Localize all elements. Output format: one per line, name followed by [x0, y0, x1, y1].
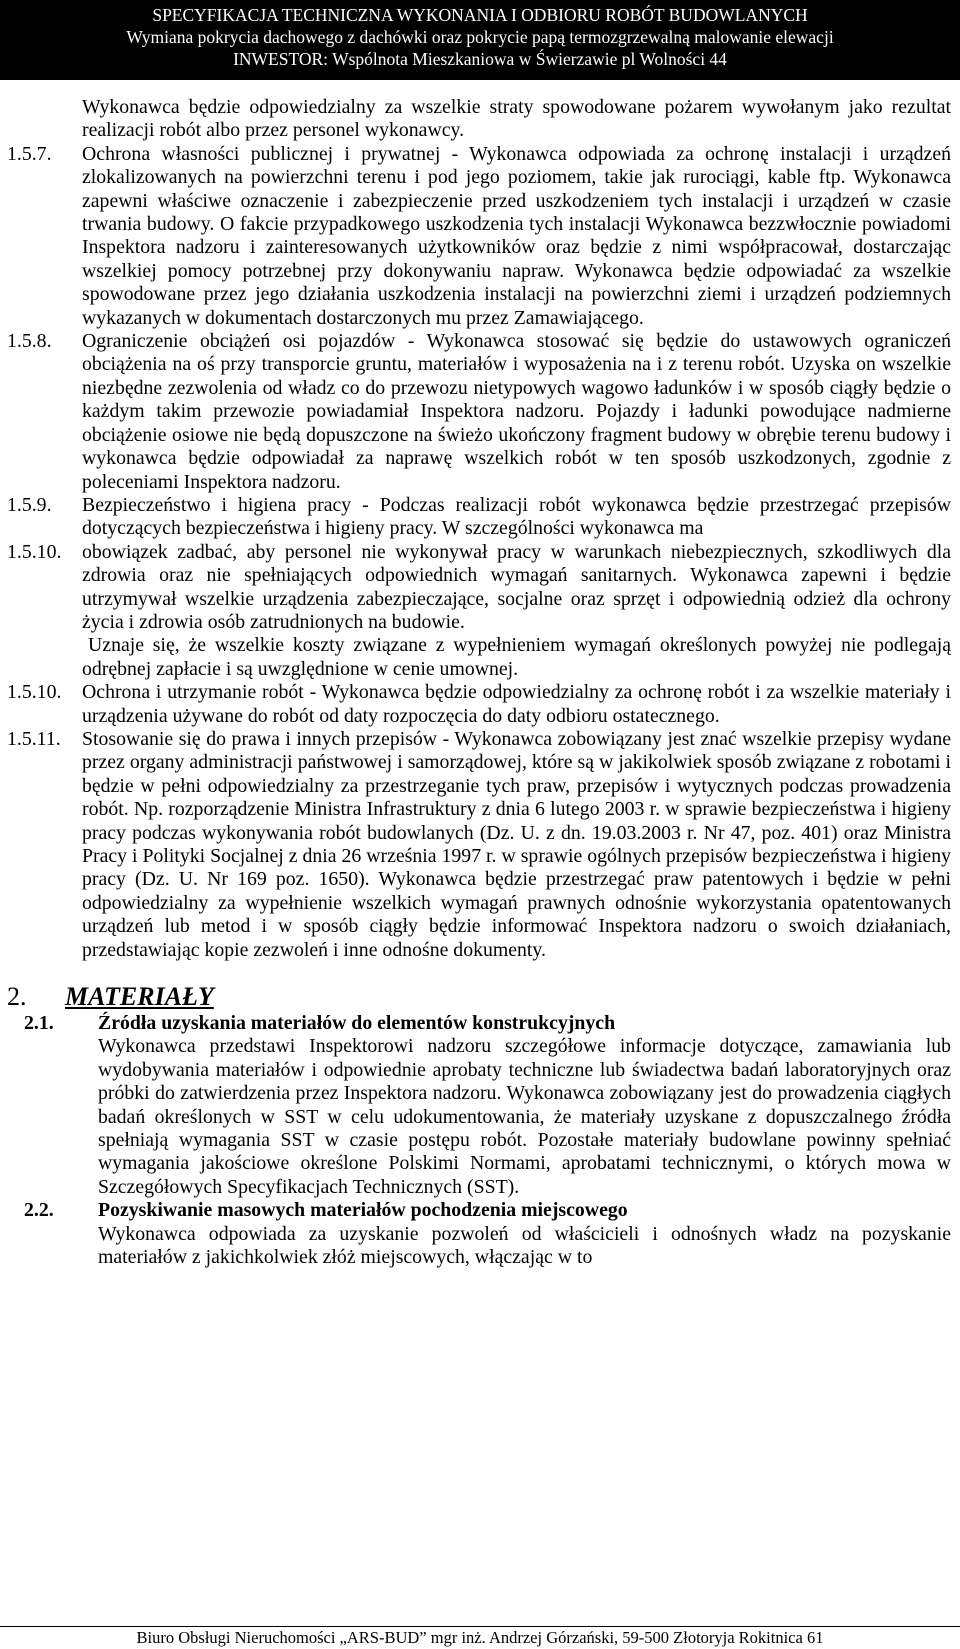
section-extra-text: Uznaje się, że wszelkie koszty związane z wypełnieniem wymagań określonych powyżej nie podlegają odrębnej zapłacie i są uwzględnione w cenie umownej. — [82, 634, 951, 680]
subsection-text: Wykonawca odpowiada za uzyskanie pozwoleń od właścicieli i odnośnych władz na pozyskanie materiałów z jakichkolwiek złóż miejscowych, włączając w to — [98, 1222, 951, 1269]
section-number: 1.5.8. — [7, 330, 52, 353]
section-number: 1.5.11. — [7, 727, 61, 750]
section-1-5-11 — [0, 728, 960, 962]
intro-paragraph — [0, 96, 960, 143]
section-1-5-7 — [0, 143, 960, 330]
section-text: Ograniczenie obciążeń osi pojazdów - Wykonawca stosować się będzie do ustawowych ograniczeń obciążenia na oś przy transporcie gruntu, materiałów i wyposażenia na i z terenu robót. Uzyska on wszelkie niezbędne zezwolenia od władz co do przewozu nietypowych wagowo ładunków i w sposób ciągły będzie o każdym takim przewozie powiadamiał Inspektora nadzoru. Pojazdy i ładunki powodujące nadmierne obciążenie osiowe nie będą dopuszczone na świeżo ukończony fragment budowy w obrębie terenu budowy i wykonawca będzie odpowiadał za naprawę wszelkich robót w ten sposób uszkodzonych, zgodnie z poleceniami Inspektora nadzoru. — [82, 330, 951, 493]
section-text: obowiązek zadbać, aby personel nie wykonywał pracy w warunkach niebezpiecznych, szkodliwych dla zdrowia oraz nie spełniających odpowiednich wymagań sanitarnych. Wykonawca zapewni i będzie utrzymywał wszelkie urządzenia zabezpieczające, socjalne oraz sprzęt i odpowiednią odzież dla ochrony życia i zdrowia osób zatrudnionych na budowie. — [82, 540, 951, 633]
section-text: Stosowanie się do prawa i innych przepisów - Wykonawca zobowiązany jest znać wszelkie przepisy wydane przez organy administracji państwowej i samorządowej, które są w jakikolwiek sposób związane z robotami i będzie w pełni odpowiedzialny za przestrzeganie tych praw, przepisów i wytycznych podczas prowadzenia robót. Np. rozporządzenie Ministra Infrastruktury z dnia 6 lutego 2003 r. w sprawie bezpieczeństwa i higieny pracy podczas wykonywania robót budowlanych (Dz. U. z dn. 19.03.2003 r. Nr 47, poz. 401) oraz Ministra Pracy i Polityki Socjalnej z dnia 26 września 1997 r. w sprawie ogólnych przepisów bezpieczeństwa i higieny pracy (Dz. U. Nr 169 poz. 1650). Wykonawca będzie przestrzegać praw patentowych i będzie w pełni odpowiedzialny za wypełnienie wszelkich wymagań prawnych odnośnie wykorzystania opatentowanych urządzeń lub metod i w sposób ciągły będzie informować Inspektora nadzoru o swoich działaniach, przedstawiając kopie zezwoleń i inne odnośne dokumenty. — [82, 727, 951, 961]
subsection-text: Wykonawca przedstawi Inspektorowi nadzoru szczegółowe informacje dotyczące, zamawiania lub wydobywania materiałów i odpowiednie aprobaty techniczne lub świadectwa badań laboratoryjnych oraz próbki do zatwierdzenia przez Inspektora nadzoru. Wykonawca zobowiązany jest do prowadzenia ciągłych badań określonych w SST w celu udokumentowania, że materiały uzyskane z dopuszczalnego źródła spełniają wymagania SST w czasie postępu robót. Pozostałe materiały budowlane powinny spełniać wymagania jakościowe określone Polskimi Normami, aprobatami technicznymi, o których mowa w Szczegółowych Specyfikacjach Technicznych (SST). — [98, 1035, 951, 1198]
chapter-number: 2. — [7, 982, 27, 1012]
section-1-5-10-b — [0, 681, 960, 728]
subsection-2-1 — [0, 1012, 960, 1199]
document-footer: Biuro Obsługi Nieruchomości „ARS-BUD” mgr inż. Andrzej Górzański, 59-500 Złotoryja Rokitnica 61 — [0, 1626, 960, 1649]
section-text: Ochrona własności publicznej i prywatnej - Wykonawca odpowiada za ochronę instalacji i urządzeń zlokalizowanych na powierzchni terenu i pod jego poziomem, takie jak rurociągi, kable ftp. Wykonawca zapewni właściwe oznaczenie i zabezpieczenie przed uszkodzeniem tych instalacji i urządzeń w czasie trwania budowy. O fakcie przypadkowego uszkodzenia tych instalacji Wykonawca bezzwłocznie powiadomi Inspektora nadzoru i zainteresowanych użytkowników oraz będzie z nimi współpracował, dostarczając wszelkiej pomocy potrzebnej przy dokonywaniu napraw. Wykonawca będzie odpowiadać za wszelkie spowodowane przez jego działania uszkodzenia instalacji na powierzchni ziemi i urządzeń podziemnych wykazanych w dokumentach dostarczonych mu przez Zamawiającego. — [82, 142, 951, 329]
section-text: Ochrona i utrzymanie robót - Wykonawca będzie odpowiedzialny za ochronę robót i za wszelkie materiały i urządzenia używane do robót od daty rozpoczęcia do daty odbioru ostatecznego. — [82, 681, 951, 727]
section-1-5-10-a — [0, 541, 960, 681]
chapter-title: MATERIAŁY — [65, 982, 214, 1012]
section-1-5-9 — [0, 494, 960, 541]
header-title: SPECYFIKACJA TECHNICZNA WYKONANIA I ODBIORU ROBÓT BUDOWLANYCH — [152, 5, 808, 25]
subsection-title: Pozyskiwanie masowych materiałów pochodzenia miejscowego — [98, 1199, 628, 1222]
document-header — [0, 0, 960, 80]
chapter-heading — [0, 982, 960, 1012]
section-1-5-8 — [0, 330, 960, 494]
section-number: 1.5.7. — [7, 142, 52, 165]
header-subject: Wymiana pokrycia dachowego z dachówki oraz pokrycie papą termozgrzewalną malowanie elewacji — [126, 27, 834, 47]
document-body — [0, 96, 960, 1270]
subsection-title: Źródła uzyskania materiałów do elementów konstrukcyjnych — [98, 1012, 616, 1035]
section-number: 1.5.9. — [7, 493, 52, 516]
section-number: 1.5.10. — [7, 540, 62, 563]
subsection-number: 2.1. — [24, 1012, 54, 1035]
subsection-2-2 — [0, 1199, 960, 1269]
subsection-number: 2.2. — [24, 1199, 54, 1222]
section-number: 1.5.10. — [7, 681, 62, 704]
header-investor: INWESTOR: Wspólnota Mieszkaniowa w Świerzawie pl Wolności 44 — [233, 49, 727, 69]
section-text: Bezpieczeństwo i higiena pracy - Podczas realizacji robót wykonawca będzie przestrzegać przepisów dotyczących bezpieczeństwa i higieny pracy. W szczególności wykonawca ma — [82, 493, 951, 540]
paragraph-text: Wykonawca będzie odpowiedzialny za wszelkie straty spowodowane pożarem wywołanym jako rezultat realizacji robót albo przez personel wykonawcy. — [82, 96, 951, 142]
